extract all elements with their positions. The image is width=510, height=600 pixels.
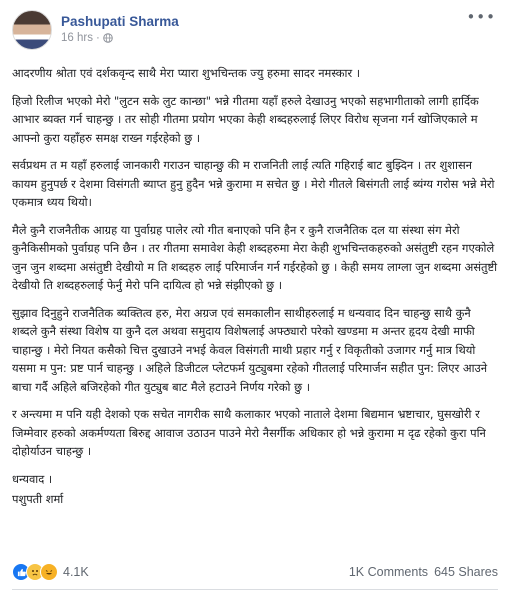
post-paragraph: आदरणीय श्रोता एवं दर्शकवृन्द साथै मेरा प्यारा शुभचिन्तक ज्यु हरुमा सादर नमस्कार । xyxy=(12,66,361,80)
avatar[interactable] xyxy=(12,10,52,50)
post-meta xyxy=(61,14,179,45)
post-time[interactable]: 16 hrs xyxy=(61,32,93,45)
post-paragraph: सुझाव दिनुहुने राजनैतिक ब्यक्तित्व हरु, मेरा अग्रज एवं समकालीन साथीहरुलाई म धन्यवाद दिन चाहन्छु साथै कुनै शब्दले कुनै संस्था विशेष या कुनै दल अथवा समुदाय विशेषलाई अफ्ठ्यारो परेको खण्डमा म अन्तर हृदय देखी माफी चाहान्छु । मेरो नियत कसैको चित्त दुखाउने नभई केवल विसंगती माथी प्रहार गर्नु र विकृतीको उजागर गर्नु मात्र थियो यसमा म पुन: प्रष्ट पार्न चाहन्छु । अहिले डिजीटल प्लेटफर्म युट्युबमा रहेको गीतलाई परिमार्जन सहीत पुन: लिएर आउने बाचा गर्दै अहिले बजिरहेको गीत युट्युब बाट मैले हटाउने निर्णय गरेको छु । xyxy=(12,305,488,394)
post-stats xyxy=(349,565,498,579)
post-header xyxy=(12,8,498,52)
reaction-count: 4.1K xyxy=(63,565,89,579)
post-signature: पशुपती शर्मा xyxy=(12,492,64,506)
post-paragraph: सर्वप्रथम त म यहाँ हरुलाई जानकारी गराउन चाहान्छु की म राजनिती लाई त्यति गहिराई बाट बुझ्दिन । तर शुशासन कायम हुनुपर्छ र देशमा विसंगती ब्याप्त हुनु हुदैन भन्ने कुरामा म सचेत छु । मेरो गीतले बिसंगती लाई ब्यंग्य गरोस भन्ने मेरो एकमात्र ध्यय थियो। xyxy=(12,158,495,209)
shares-count[interactable]: 645 Shares xyxy=(434,565,498,579)
globe-icon[interactable] xyxy=(103,33,113,43)
post-closing: धन्यवाद । xyxy=(12,471,53,486)
post-paragraph: मैले कुनै राजनैतीक आग्रह या पुर्वाग्रह पालेर त्यो गीत बनाएको पनि हैन र कुनै राजनैतिक दल या संस्था संग मेरो कुनैकिसीमको पुर्वाग्रह पनि छैन । तर गीतमा समावेश केही शब्दहरुमा मेरा केही शुभचिन्तकहरुको असंतुष्टी रहन गएकोले जुन जुन शब्दमा असंतुष्टी देखीयो म ति शब्दहरु लाई परिमार्जन गर्न गईरहेको छु । केही समय लाग्ला जुन शब्दमा असंतुष्टी देखीयो ति शब्दहरुलाई फेर्नु मेरो पनि दायित्व हो भन्ने संझीएको छु । xyxy=(12,222,498,292)
author-name[interactable]: Pashupati Sharma xyxy=(61,14,179,30)
post-paragraph: हिजो रिलीज भएको मेरो "लुटन सके लुट कान्छा" भन्ने गीतमा यहाँ हरुले देखाउनु भएको सहभागीताको लागी हार्दिक आभार ब्यक्त गर्न चाहन्छु । तर सोही गीतमा प्रयोग भएका केही शब्दहरुलाई लिएर विरोध सृजना गर्न खोजिएकाले म आफ्नो कुरा यहाँहरु समक्ष राख्न गईरहेको छु । xyxy=(12,93,479,145)
post-subline xyxy=(61,31,179,45)
comments-count[interactable]: 1K Comments xyxy=(348,565,429,579)
post-paragraph: र अन्त्यमा म पनि यही देशको एक सचेत नागरीक साथै कलाकार भएको नाताले देशमा बिद्यमान भ्रष्टाचार, घुसखोरी र जिम्मेवार हरुको अकर्मण्यता बिरुद्द आवाज उठाउन पाउने मेरो नैसर्गीक अधिकार हो भन्ने कुरामा म दृढ रहेको कुरा पनि दोहोर्याउन चाहन्छु । xyxy=(12,407,486,458)
meta-separator: · xyxy=(95,32,100,45)
more-options-icon[interactable]: ••• xyxy=(466,8,496,26)
footer-divider xyxy=(12,589,498,590)
haha-icon xyxy=(40,563,58,581)
reactions-summary[interactable] xyxy=(12,563,89,581)
post-body xyxy=(12,64,498,509)
post-footer xyxy=(12,560,498,584)
